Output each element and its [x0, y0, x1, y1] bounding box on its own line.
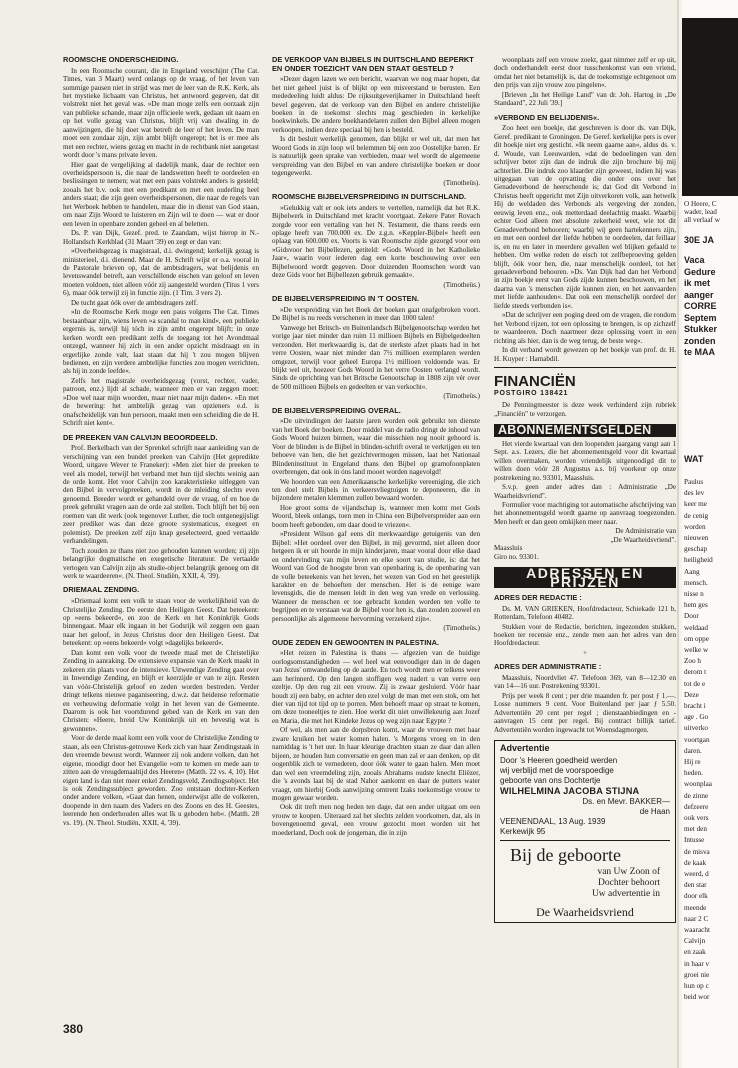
- edge-text-line: uitverko: [684, 724, 708, 733]
- article-paragraph: De tucht gaat óók over de ambtsdragers zelf.: [71, 298, 198, 307]
- edge-text-line: Paulus: [684, 478, 704, 486]
- edge-heading-line: Vaca: [684, 255, 705, 265]
- article-paragraph: »Driemaal komt een volk te staan voor de werkelijkheid van de Christelijke Zending. De eerste den Heiligen Geest. Dat beteekent: op »eens bekeerd«, en zoo de Kerk en het Koninkrijk Gods binnengaat. Maar elk ingaan in het Godsrijk wil zeggen een gaan naar het geloof, in Jezus Christus door den Heiligen Geest. Dat beteekent: op »eens bekeerd« volgt »dagelijks bekeerd«.: [63, 597, 259, 648]
- edge-text-line: Zoo h: [684, 657, 701, 666]
- edge-text-line: beid wor: [684, 993, 710, 1002]
- article-paragraph: »Gelukkig valt er ook iets anders te vertellen, namelijk dat het R.K. Bijbelwerk in Duitschland met kracht voortgaat. Zekere Pater Rovach zorgde voor een vertaling van het N. Testament, die thans reeds een oplage heeft van 700.000 ex. De z.g.n. »Keppler-Bijbel« heeft een oplaag van 600.000 ex. Voorts is van Roomsche zijde gezorgd voor een »Gidsvoor het Bijbellezen, getiteld: »Gods Woord in het Katholieke Jaar«, waarin voor iederen dag een korte beschouwing over een Bijbelwoord wordt gegeven. Door duizenden Roomschen wordt van deze Gids voor het Bijbellezen gebruik gemaakt«.: [272, 203, 480, 280]
- edge-heading-line: te MAA: [684, 347, 715, 357]
- edge-text-line: Intusse: [684, 836, 705, 845]
- article-heading: OUDE ZEDEN EN GEWOONTEN IN PALESTINA.: [272, 637, 439, 647]
- article-paragraph: Zelfs het magistrale overheidsgezag (vorst, rechter, vader, patroon, enz.) lijdt al schade, wanneer men er van zeggen moet: »Doe wel naar mijn woorden, maar niet naar mijn daden«. »En met de bewering: het ambtelijk gezag van opzieners e.d. is onafscheidelijk van hun persoon, maakt men een scheiding die de H. Schrift niet kent«.: [63, 376, 259, 428]
- article-paragraph: »Dat de schrijver een poging deed om de vragen, die rondom het Verbond rijzen, tot een oplossing te brengen, is op zichzelf te waardeeren. Doch naarmeer deze oplossing voert in een richting als hier, dan is de weg terug, de beste weg«.: [494, 311, 676, 345]
- edge-text-line: Hij re: [684, 758, 701, 766]
- abonnementen-signature-1: De Administratie van: [615, 527, 676, 536]
- article-paragraph: woonplaats zelf een vrouw zoekt, gaat nimmer zelf er op uit, doch onderhandelt eerst door tusschenkomst van een vriend, omdat het niet betamelijk is, dat de toekomstige echtgenoot om den prijs van zijn vrouw zou pingelen«.: [494, 56, 676, 90]
- edge-text-line: tot de e: [684, 679, 706, 688]
- column-middle: [272, 56, 480, 1056]
- edge-text-line: worden: [684, 522, 706, 531]
- edge-text-line: en zaak: [684, 948, 706, 957]
- edge-heading-line: Stukker: [684, 324, 718, 334]
- edge-heading-line: ik met: [684, 278, 711, 288]
- edge-text-line: heden.: [684, 769, 703, 778]
- child-name: WILHELMINA JACOBA STIJNA: [500, 785, 640, 796]
- article-paragraph: Of wel, als men aan de dorpsbron komt, waar de vrouwen met haar zware kruiken het water komen halen. 's Morgens vroeg en in den namiddag is 't het uur. In haar kleurige drachten staan ze daar dan allen bijeen, ze houden hun conversatie en geen man zal er aan denken, op dit oogenblik zich te vernederen, door óók water te gaan halen. Men moet dan wel een vreemdeling zijn, zooals Abrahams oudste knecht Eliëzer, die 's avonds laat bij de stad Nahor aankomt en daar de putters water vraagt, om hierbij Gods aanwijzing omtrent Izaks toekomstige vrouw te mogen gewaar worden.: [272, 726, 480, 802]
- edge-text-line: den star: [684, 881, 707, 890]
- column-right-articles: [494, 56, 676, 363]
- edge-text-line: om oppe: [684, 634, 709, 643]
- article-heading: »VERBOND EN BELIJDENIS«.: [494, 112, 600, 122]
- financien-title: FINANCIËN: [494, 373, 576, 390]
- edge-caption-line: all verlaaf w: [684, 216, 720, 224]
- edge-caption-line: O Heere, C: [684, 200, 717, 208]
- parents: Ds. en Mevr. BAKKER—: [582, 796, 670, 806]
- page-number: 380: [63, 1022, 84, 1036]
- financien-section: [494, 374, 676, 418]
- edge-text-line: nieuwen: [684, 534, 709, 542]
- adressen-title: ADRESSEN EN PRIJZEN: [494, 567, 676, 588]
- article-heading: DE VERKOOP VAN BIJBELS IN DUITSCHLAND BEPERKT EN ONDER TOEZICHT VAN DEN STAAT GESTELD ?: [272, 56, 474, 73]
- announcement-street: Kerkewijk 95: [500, 826, 546, 836]
- article-paragraph: Ook dit treft men nog heden ten dage, dat een ander uitgaat om een vrouw te koopen. Uiteraard zal het slechts zelden voorkomen, dat, als in bovengenoemd geval, een vrouw gezocht moet worden uit het moederland, Doch ook de jongeman, die in zijn: [272, 803, 480, 837]
- article-paragraph: [Brieven „In het Heilige Land" van dr. Joh. Hartog in „De Standaard", 22 Juli '39.]: [494, 90, 676, 108]
- house-advert-line-1: van Uw Zoon of: [597, 866, 660, 877]
- article-heading: ROOMSCHE BIJBELVERSPREIDING IN DUITSCHLAND.: [272, 192, 467, 202]
- announcement-line-3: geboorte van ons Dochtertje: [500, 775, 601, 785]
- edge-heading-line: zonden: [684, 335, 716, 346]
- edge-text-line: age . Go: [684, 713, 709, 722]
- edge-caption-line: wader, lead: [684, 208, 717, 216]
- article-paragraph: Toch zouden ze thans niet zoo gehouden kunnen worden; zij zijn belangrijke dogmatische en exegetische literatuur. De vertaalde vertogen van Calvijn zijn als studie-object belangrijk genoeg om dit werk te waardeeren«. (N. Theol. Studiën, XXII, 4, '39).: [63, 546, 259, 581]
- article-paragraph: »Het reizen in Palestina is thans — afgezien van de huidige oorlogsomstandigheden — wel heel wat eenvoudiger dan in de dagen van Jezus' omwandeling op de aarde. En toch wordt men er telkens weer aan herinnerd. Op den langen stoffigen weg nadert u van verre een ezeltje. Op den rug zit een vrouw. Zij is zwaar gesluierd. Vóór haar houdt zij een baby, en achter den ezel volgt de man met een stok, om het dier van tijd tot tijd op te porren. Men behoeft maar op straat te komen, om deze tooneeltjes te zien. Hoe werkt dit niet onwillekeurig aan Jozef en Maria, die met het Kindeke Jezus op weg zijn naar Egypte ?: [272, 649, 480, 725]
- edge-text-line: meende: [684, 903, 707, 912]
- abonnementen-text-2: S.v.p. geen ander adres dan : Administratie „De Waarheidsvriend".: [494, 483, 676, 500]
- article-paragraph: Is dit besluit werkelijk genomen, dan blijkt er wel uit, dat men het Woord Gods in zijn loop wil belemmen bij een zoo Oostelijke baren. Er is natuurlijk geen sprake van verbieden, maar wel wordt de algemeene verspreiding van den Bijbel en van andere christelijke boeken er door tegengewerkt.: [272, 135, 480, 178]
- edge-text-line: de zinne: [684, 791, 709, 800]
- edge-text-line: weerd, d: [684, 870, 709, 878]
- column-right: [494, 56, 676, 1056]
- edge-heading-line: Gedure: [684, 266, 716, 277]
- article-paragraph: Ds. P. van Dijk, Gezef. pred. te Zaandam, wijst hierop in N.-Hollandsch Kerkblad (31 Maart '39) en zegt er dan van:: [63, 229, 259, 246]
- edge-text-line: welke w: [684, 646, 709, 654]
- article-heading: ROOMSCHE ONDERSCHEIDING.: [63, 56, 179, 64]
- edge-text-line: weldaad: [684, 623, 708, 632]
- article-paragraph: Vanwege het Britsch- en Buitenlandsch Bijbelgenootschap werden het vorige jaar niet minder dan ruim 11 millioen Bijbels en Bijbelgedeelten verzonden. Het merkwaardig is, dat de sterkste afzet plaats had in het verre Oosten, waar niet minder dan 7½ millioen exemplaren werden omgezet, terwijl voor geheel Europa 1½ millioen voldoende was. Er blijkt wel uit, hoezeer Gods Woord in het verre Oosten verlangd wordt. Sinds de oprichting van het Britsche Genootschap in 1808 zijn vér over de 500 millioen Bijbels en gedeelten er van verkocht«.: [272, 323, 480, 391]
- announcement-date: VEENENDAAL, 13 Aug. 1939: [500, 816, 606, 826]
- article-paragraph: In dit verband wordt gewezen op het boekje van prof. dr. H. H. Kuyper : Hamabdil.: [494, 346, 676, 363]
- advertentie-title: Advertentie: [500, 743, 550, 754]
- edge-text-line: geschap: [684, 545, 708, 554]
- advert-divider: [500, 840, 670, 841]
- edge-text-line: heiligheid: [684, 556, 713, 565]
- article-heading: DE BIJBELVERSPREIDING IN 'T OOSTEN.: [272, 294, 419, 304]
- edge-text-line: ook vers: [684, 814, 709, 822]
- edge-heading-line: Septem: [684, 312, 717, 323]
- edge-text-line: Deze: [684, 690, 699, 699]
- edge-text-line: derom t: [684, 668, 707, 677]
- article-paragraph: Hier gaat de vergelijking al dadelijk mank, daar de rechter een overheidspersoon is, die naar de landswetten heeft te oordeelen en beslissingen te nemen; wat met een paus volstrekt anders is gesteld; zooals het b.v. ook met een predikant en met een ouderling heel anders staat; die zijn geen overheidspersonen, die naar de regels van het Werboek hebben te handelen, maar die in dienst van God staan, om naar Zijn Woord te luisteren en Zijn wil te doen — wat er door een leven in openbare zonden geheel en al beletten.: [63, 160, 259, 228]
- article-source: (Timotheüs).: [443, 178, 480, 187]
- article-paragraph: »De verspreiding van het Boek der boeken gaat onafgebroken voort. De Bijbel is nu reeds verschenen in meer dan 1000 talen!: [272, 305, 480, 323]
- edge-text-line: met den: [684, 825, 707, 834]
- edge-text-line: mensch.: [684, 578, 708, 587]
- house-advert-line-3: Uw advertentie in: [591, 889, 660, 900]
- edge-text-line: voortgan: [684, 735, 710, 744]
- abonnementen-text-1: Het vierde kwartaal van den loopenden jaargang vangt aan 1 Sept. a.s. Lezers, die het abonnementsgeld voor dit kwartaal willen overmaken, worden vriendelijk uitgenoodigd dit te willen doen vóór 28 Augustus a.s. bij voorkeur op onze postrekening no. 93301, Maassluis.: [494, 439, 676, 482]
- financien-text: De Penningmeester is deze week verhinderd zijn rubriek „Financiën" te verzorgen.: [494, 401, 676, 418]
- article-paragraph: Prof. Berkelbach van der Sprenkel schrijft naar aanleiding van de verschijning van een bundel preeken van Calvijn (Het gepredikte Woord, uitgave Wever te Franeker): »Men ziet hier de preeken te veel als model, terwijl het verband met hun tijd slechts weinig aan de orde komt. Het voor Calvijn zoo karakteristieke uitleggen van den Bijbel in vervolgpreeken, wordt in de mleiding slechts even genoemd. Breeder wordt er gehandeld over de vraag, of en hoe de preek gebruikt vragen aan de orde zal stellen. Toch blijft het bij een roemen van dit werk (ook tegenover Luther, die toch ontgenegijsligt zeer prediker was dan deze groote systematicus, exegeet en polemist). De preeken zelf zijn knap geselecteerd, goed vertaalde verhandelingen.: [63, 444, 259, 546]
- abonnementen-text-3: Formulier voor machtiging tot automatische afschrijving van het abonnementsgeld wordt gaarne op aanvraag toegezonden. Men heeft er dan geen omkijken meer naar.: [494, 500, 676, 526]
- house-advert-line-2: Dochter behoort: [598, 878, 660, 888]
- article-paragraph: »In de Roomsche Kerk moge een paus volgens The Cat. Times bestaanbaar zijn, wiens leven »a scandal to man kind«, een publieke ergernis is, terwijl hij tóch in zijn ambt ongerept blijft; in onze kerken wordt een predikant zelfs de toegang tot het Avondmaal ontzegd, wanneer hij zich in een ander opzicht misdraagt en in ergerlijke zonde valt, laat staan dat hij 't zou mogen blijven bedienen, en zijn verdere ambtelijke functies zou mogen verrichten, als hij in zonde leefde«.: [63, 308, 259, 376]
- edge-text-line: waaracht: [684, 926, 710, 934]
- edge-text-line: defzeere: [684, 802, 709, 811]
- administratie-text: Maassluis, Noordvliet 47. Telefoon 369, van 8—12.30 en van 14—16 uur. Postrekening 93301.: [494, 673, 676, 691]
- redactie-text: Ds. M. VAN GRIEKEN, Hoofdredacteur, Schiekade 121 b, Rotterdam, Telefoon 40482.: [494, 604, 676, 622]
- edge-heading-line: aanger: [684, 289, 714, 300]
- article-paragraph: »De uitvindingen der laatste jaren worden ook gebruikt ten dienste van het Boek der boeken. Door middel van de radio dringt de inhoud van Gods Woord huizen binnen, waar die misschien nog nooit gehoord is. Voor de blinden is de Bijbel in blinden-schrift overal te verkrijgen en ten behoeve van hen, die het gezichtvermogen missen, laat het Nationaal Blindeninstituut in Engeland thans den Bijbel op gramofoonplaten overbrengen, dat ook in óns land mooet worden nagevolgd!: [272, 417, 480, 477]
- announcement-line-2: wij verblijd met de voorspoedige: [500, 765, 614, 775]
- abonnementen-signature-2: „De Waarheidsvriend".: [610, 535, 676, 544]
- edge-text-line: Door: [684, 612, 699, 621]
- house-advert: [500, 845, 670, 919]
- edge-text-line: bracht i: [684, 702, 706, 710]
- edge-text-line: daren.: [684, 746, 702, 755]
- column-left: [63, 56, 259, 1014]
- edge-text-line: groei nie: [684, 970, 710, 979]
- administratie-heading: ADRES DER ADMINISTRATIE :: [494, 662, 602, 672]
- birth-announcement: [494, 740, 676, 923]
- edge-text-line: de misva: [684, 847, 710, 856]
- redactie-text-2: Stukken voor de Redactie, berichten, ingezonden stukken, boeken ter recensie enz., zende men aan het adres van den Hoofdredacteur.: [494, 622, 676, 648]
- divider: [494, 367, 676, 368]
- article-source: (Timotheüs.): [443, 280, 480, 289]
- article-heading: DE BIJBELVERSPREIDING OVERAL.: [272, 405, 401, 415]
- article-source: (Timotheüs.): [443, 392, 480, 401]
- edge-text-line: hem ges: [684, 601, 708, 610]
- edge-text-line: Aang: [684, 567, 700, 576]
- edge-text-line: des lev: [684, 489, 705, 498]
- edge-text-line: naar 2 C: [684, 914, 709, 923]
- article-source: (Timotheüs.): [443, 624, 480, 633]
- abonnementen-place: Maassluis: [494, 544, 523, 553]
- edge-text-line: de cenig: [684, 511, 709, 520]
- edge-text-line: hun op c: [684, 982, 709, 990]
- edge-heading: WAT: [684, 454, 704, 464]
- article-paragraph: Dan komt een volk voor de tweede maal met de Christelijke Zending in aanraking. De extensieve expansie van de Kerk maakt in zekeren zin plaats voor de intensieve. Uitwendige Zending gaat over in Inwendige Zending, en blijft er keerzijde er van te zijn. Resten van vóór-Christelijk geloof en zeden worden bestreden. Verder dringt telkens nieuwe paganiseering, d.w.z. dat heidense reformatie en verheuwing deformatie volgt in het leven van de Gemeente. Daarom is ook het voortdurend gebed van de Kerk en van den Christen: »Heere, breid Uw Koninkrijk uit en bevestig wat is gewonnen«.: [63, 648, 259, 733]
- article-heading: DE PREEKEN VAN CALVIJN BEOORDEELD.: [63, 432, 218, 442]
- article-paragraph: »Overheidsgezag is magistraal, d.i. dwingend; kerkelijk gezag is ministerieel, d.i. dienend. Maar de H. Schrift wijst er o.a. vooral in de Pastorale brieven op, dat de ambtsdragers, wat belijdenis en levenswandel betreft, aan verschillende eischen van geloof en leven moeten voldoen, niet alleen vóór zij aangesteld worden (Titus 1 vers 6), maar óók terwijl zij in functie zijn. (1 Tim. 3 vers 2).: [63, 247, 259, 298]
- article-paragraph: Zoo heet een boekje, dat geschreven is door ds. van Dijk, Geref. predikant te Groningen. De Geref. kerkelijke pers is over dit boekje niet erg gesticht. »Ik neem gaarne aan«, aldus ds. v. d. Woude, van Leeuwarden, »dat de bedoelingen van den schrijver beter zijn dan de indruk die zijn brochure bij mij achterliet. Die indruk zoo klaarder zijn geweest, indien hij was uitgegaan van de opvatting die onder ons over het Genadeverbond de heerschende is; dat God dit Verbond in Christus heeft opgericht met Zijn uitverkoren volk, aan hetwelk Hij de weldaden des Verbonds als vergeving der zonden, eeuwig leven enz., ook metterdaad deelachtig maakt. Waarbij echter God alleen met absolute zekerheid weet, wie tot dit Genadeverbond behooren; waarbij wij geen hartekenners zijn, en met een oordeel der liefde hebben te oordeelen, dat feillaar is, en nu en later in meerdere gevallen wel blijken gefaald te hebben. Om welke reden de eisch tot zelfbeproeving gelden blijft, óók voor hen, die, naar menschelijk oordeel, tot het genadeverbond behooren. »Ds. Van Dijk had dan het Verbond in zijn boekje eerst van Gods zijde kunnen beschouwen, en het daarna van 's menschen zijde kunnen zien, en het aanvaarden met liefde aanhouden«. Dat ook een menschelijk oordeel der liefde steeds verbonden is«.: [494, 124, 676, 310]
- house-advert-footer: De Waarheidsvriend: [536, 904, 634, 919]
- article-paragraph: »Dezer dagen lazen we een bericht, waarvan we nog maar hopen, dat het niet geheel juist is of blijkt op een misverstand te berusten. Een mededeeling luidt aldus: De rijksuitgeverijkamer in Duitschland heeft bevel gegeven, dat de verkoop van den Bijbel en andere christelijke boeken in de toekomst slechts mag geschieden in kerkelijke boekwinkels. De andere boekhandelaren zullen den Bijbel alleen mogen verkoopen, indien deze speciaal bij hen is besteld.: [272, 75, 480, 134]
- plus-separator: +: [582, 648, 587, 657]
- edge-heading-line: CORRE: [684, 301, 717, 311]
- parents-2: de Haan: [639, 806, 670, 816]
- article-paragraph: Voor de derde maal komt een volk voor de Christelijke Zending te staan, als een Christus-getrouwe Kerk zich van haar Zendingstaak in den vreemde bewust wordt. Wanneer zij ook andere volken, dan het eigene, moodigt door het Evangelie »om te komen en mede aan te zitten aan de vreugdemaaltijd des Heeren« (Matth. 22 vs. 4, 10). Het eigen land is dan niet meer enkel Zendingsveld, Zendingsobject. Het is ook Zendingssubject geworden. Zoo ontstaan dochter-Kerken onder andere volken, »Gaat dan henen, onderwijst alle de volkeren, doopende in den naam des Vaders en des Zoons en des H. Geestes, leerende hen onderhouden alles wat Ik u geboden heb«. (Matth. 28 vs. 19). (N. Theol. Studiën, XXII, 4, '39).: [63, 734, 259, 827]
- edge-text-line: door elk: [684, 892, 708, 901]
- next-page-edge: [682, 0, 738, 1068]
- financien-giro: POSTGIRO 138421: [494, 390, 569, 397]
- abonnementen-giro: Giro no. 93301.: [494, 552, 539, 561]
- article-paragraph: In een Roomsche courant, die in Engeland verschijnt (The Cat. Times, van 3 Maart) werd onlangs op de vraag, of het leven van sommige pausen niet in strijd was met de leer van de R.K. Kerk, als het mystieke lichaam van Christus, het antwoord gegeven, dat dit volstrekt niet het geval was. »De man moge zelfs een oorzaak zijn van publieke schande, maar zijn officieele werk, gedaan uit naam en op het volle gezag van Christus, blijft vrij van dwaling in de aanwijzingen, die hij doet wat betreft de leer of het leven. De man moet een zondaar zijn, zijn ambt blijft ongerept; het is er mee als met een rechter, wiens gezag en macht in de rechtbank niet aangetast wordt door 's mans private leven.: [63, 66, 259, 160]
- edge-text-line: keer me: [684, 500, 707, 509]
- article-paragraph: We hoorden van een Amerikaansche kerkelijke vereeniging, die zich ten doel stelt Bijbels in verkeersvliegtuigen te deponeeren, die in bijzondere metalen klemmen zullen bewaard worden.: [272, 477, 480, 503]
- edge-heading: 30E JA: [684, 235, 715, 245]
- article-paragraph: Hoe groot soms de vijandschap is, wanneer men komt met Gods Woord, bleek onlangs, toen men in China een Bijbelverspreider aan een boom heeft gebonden, om daar dood te vriezen«.: [272, 503, 480, 529]
- edge-text-line: woonplaa: [684, 780, 712, 789]
- edge-text-line: de kaak: [684, 858, 707, 867]
- photo-block: [682, 18, 738, 196]
- edge-text-line: nisse n: [684, 590, 704, 598]
- announcement-line-1: Door 's Heeren goedheid werden: [500, 755, 618, 765]
- article-paragraph: »President Wilson gaf eens dit merkwaardige getuigenis van den Bijbel: »Het oordeel over den Bijbel, in mij gevormd, niet alleen door hetgeen ik er uit hoorde in mijn kinderjaren, maar vooral door elke daad en ondervinding van mijn leven en elke soort van studie, is: dat het Woord van God de hoogste bron van openbaring is, de openbaring van de volle beteekenis van het leven, het wezen van God en het geestelijk karakter en de behoeften der menschen. Het is de eenige ware levensgids, die de mensen leidt in den weg van vrede en verlossing. Wanneer de menschen er toe gebracht konden worden ten volle te begrijpen en te verstaan wat de Bijbel voor hen is, dan zouden zoowel en persoonlijke als algemeene hervorming verzekerd zijn«.: [272, 530, 480, 623]
- house-advert-headline: Bij de geboorte: [510, 844, 621, 865]
- redactie-heading: ADRES DER REDACTIE :: [494, 593, 582, 603]
- prijzen-text: Prijs per week 8 cent ; per drie maanden fr. per post ƒ 1.—. Losse nummers 9 cent. Voor Buitenland per jaar ƒ 5.50. Advertentiën 20 cent per regel ; dienstaanbiedingen en -aanvragen 15 cent per regel. Bij contract billijk tarief. Advertentiën worden ingewacht tot Woensdagmorgen.: [494, 691, 676, 734]
- edge-text-line: in haar v: [684, 959, 710, 968]
- article-heading: DRIEMAAL ZENDING.: [63, 585, 140, 595]
- edge-text-line: Calvijn: [684, 937, 706, 946]
- abonnementen-title: ABONNEMENTSGELDEN: [494, 424, 676, 436]
